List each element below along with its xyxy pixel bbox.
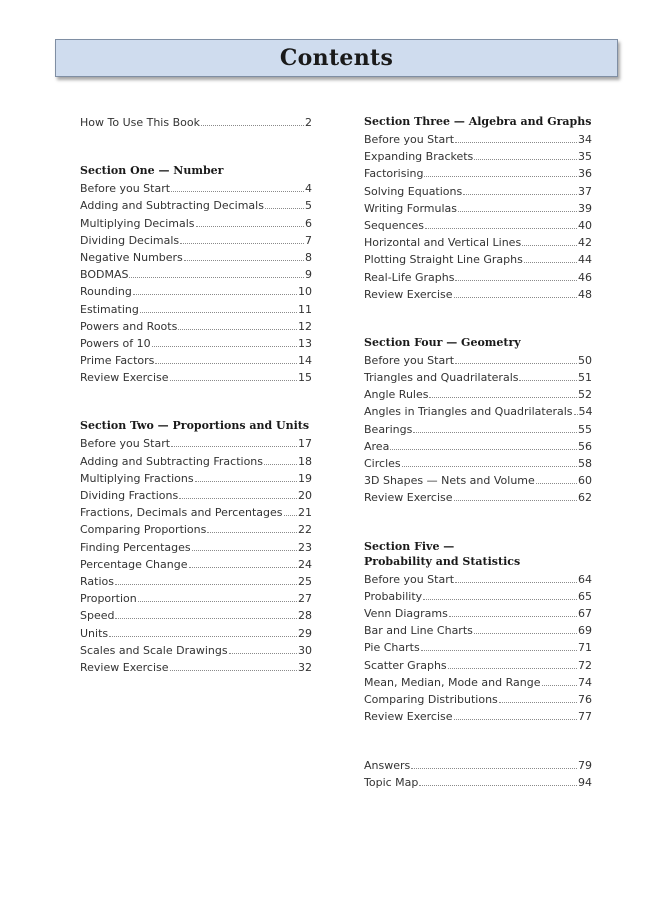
dot-leader bbox=[284, 514, 297, 516]
toc-entry-comparing-proportions[interactable] bbox=[80, 521, 312, 538]
toc-entry-label: Dividing Fractions bbox=[80, 489, 179, 502]
toc-entry-page-number: 4 bbox=[305, 182, 312, 196]
toc-entry-units[interactable] bbox=[80, 625, 312, 642]
dot-leader bbox=[429, 396, 577, 398]
toc-entry-label: Angle Rules bbox=[364, 388, 429, 402]
toc-entry-page-number: 42 bbox=[578, 236, 592, 250]
toc-entry-page-number: 30 bbox=[298, 643, 312, 657]
dot-leader bbox=[458, 210, 577, 212]
page-title: Contents bbox=[279, 45, 394, 71]
toc-entry-how-to-use-this-book[interactable] bbox=[80, 114, 312, 131]
dot-leader bbox=[423, 598, 577, 600]
toc-entry-label: Rounding bbox=[80, 285, 132, 299]
dot-leader bbox=[196, 225, 304, 227]
toc-entry-page-number: 48 bbox=[578, 287, 592, 301]
dot-leader bbox=[195, 480, 297, 482]
toc-entry-page-number: 34 bbox=[578, 133, 592, 146]
dot-leader bbox=[519, 379, 577, 381]
toc-entry-page-number: 21 bbox=[298, 506, 312, 520]
dot-leader bbox=[448, 667, 577, 669]
section-heading: Section Three — Algebra and Graphs bbox=[364, 115, 592, 128]
toc-entry-label: Pie Charts bbox=[364, 641, 420, 655]
dot-leader bbox=[421, 649, 577, 651]
toc-entry-label: Before you Start bbox=[80, 182, 171, 196]
toc-entry-label: Powers of 10 bbox=[80, 336, 151, 350]
dot-leader bbox=[522, 244, 577, 246]
toc-entry-page-number: 12 bbox=[298, 319, 312, 333]
toc-entry-powers-and-roots[interactable] bbox=[80, 318, 312, 335]
toc-entry-label: Circles bbox=[364, 457, 401, 470]
dot-leader bbox=[170, 379, 297, 381]
toc-entry-label: Bearings bbox=[364, 422, 413, 436]
dot-leader bbox=[455, 279, 577, 281]
toc-entry-page-number: 20 bbox=[298, 489, 312, 502]
toc-entry-estimating[interactable] bbox=[80, 301, 312, 318]
toc-entry-page-number: 11 bbox=[298, 302, 312, 316]
dot-leader bbox=[454, 718, 577, 720]
toc-entry-label: Triangles and Quadrilaterals bbox=[364, 371, 519, 385]
toc-entry-label: How To Use This Book bbox=[80, 116, 200, 129]
toc-entry-page-number: 44 bbox=[578, 253, 592, 267]
toc-entry-page-number: 56 bbox=[578, 439, 592, 453]
toc-entry-answers[interactable] bbox=[364, 757, 592, 774]
toc-entry-rounding[interactable] bbox=[80, 283, 312, 300]
toc-entry-prime-factors[interactable] bbox=[80, 352, 312, 369]
dot-leader bbox=[138, 600, 297, 602]
toc-entry-negative-numbers[interactable] bbox=[80, 249, 312, 266]
toc-entry-label: Venn Diagrams bbox=[364, 606, 448, 620]
dot-leader bbox=[192, 549, 297, 551]
toc-entry-label: Real-Life Graphs bbox=[364, 270, 455, 284]
toc-entry-label: Units bbox=[80, 626, 109, 640]
toc-entry-label: Topic Map bbox=[364, 776, 419, 790]
dot-leader bbox=[454, 499, 577, 501]
toc-entry-expanding-brackets[interactable] bbox=[364, 148, 592, 165]
toc-entry-label: Ratios bbox=[80, 574, 114, 588]
dot-leader bbox=[454, 296, 577, 298]
toc-entry-label: Percentage Change bbox=[80, 557, 188, 571]
dot-leader bbox=[542, 684, 578, 686]
toc-entry-page-number: 24 bbox=[298, 557, 312, 571]
toc-entry-page-number: 50 bbox=[578, 353, 592, 367]
toc-entry-page-number: 46 bbox=[578, 270, 592, 284]
toc-entry-label: Proportion bbox=[80, 592, 137, 606]
toc-entry-page-number: 64 bbox=[578, 572, 592, 586]
toc-entry-page-number: 19 bbox=[298, 471, 312, 485]
toc-section-block bbox=[364, 539, 592, 726]
dot-leader bbox=[455, 581, 577, 583]
dot-leader bbox=[171, 190, 304, 192]
dot-leader bbox=[463, 193, 577, 195]
section-heading: Section Five — Probability and Statistics bbox=[364, 539, 521, 568]
toc-entry-label: Expanding Brackets bbox=[364, 150, 474, 164]
toc-entry-label: Bar and Line Charts bbox=[364, 624, 473, 638]
dot-leader bbox=[413, 431, 577, 433]
toc-entry-label: Factorising bbox=[364, 167, 424, 181]
toc-entry-page-number: 9 bbox=[305, 268, 312, 282]
toc-entry-adding-and-subtracting-fractions[interactable] bbox=[80, 453, 312, 470]
toc-entry-label: Mean, Median, Mode and Range bbox=[364, 675, 541, 689]
toc-entry-label: Before you Start bbox=[80, 437, 171, 451]
toc-entry-sequences[interactable] bbox=[364, 217, 592, 234]
toc-entry-page-number: 7 bbox=[305, 233, 312, 247]
toc-entry-page-number: 22 bbox=[298, 523, 312, 537]
toc-entry-label: Fractions, Decimals and Percentages bbox=[80, 506, 283, 520]
toc-entry-label: Solving Equations bbox=[364, 184, 463, 198]
toc-entry-area[interactable] bbox=[364, 438, 592, 455]
toc-entry-page-number: 52 bbox=[578, 388, 592, 402]
toc-section-block bbox=[364, 114, 592, 303]
toc-entry-page-number: 27 bbox=[298, 592, 312, 606]
toc-entry-label: Review Exercise bbox=[80, 371, 169, 385]
toc-entry-real-life-graphs[interactable] bbox=[364, 269, 592, 286]
toc-entry-dividing-decimals[interactable] bbox=[80, 232, 312, 249]
toc-entry-page-number: 6 bbox=[305, 216, 312, 230]
dot-leader bbox=[115, 617, 297, 619]
toc-entry-label: Writing Formulas bbox=[364, 201, 457, 215]
toc-entry-review-exercise[interactable] bbox=[80, 659, 312, 676]
toc-entry-multiplying-decimals[interactable] bbox=[80, 215, 312, 232]
toc-entry-angle-rules[interactable] bbox=[364, 386, 592, 403]
toc-entry-label: Horizontal and Vertical Lines bbox=[364, 236, 522, 250]
toc-entry-label: Answers bbox=[364, 759, 411, 773]
toc-entry-comparing-distributions[interactable] bbox=[364, 691, 592, 708]
toc-entry-page-number: 29 bbox=[298, 626, 312, 640]
dot-leader bbox=[189, 566, 298, 568]
toc-entry-bearings[interactable] bbox=[364, 421, 592, 438]
toc-entry-finding-percentages[interactable] bbox=[80, 539, 312, 556]
toc-entry-label: Review Exercise bbox=[364, 287, 453, 301]
toc-entry-page-number: 28 bbox=[298, 609, 312, 623]
dot-leader bbox=[499, 701, 577, 703]
dot-leader bbox=[129, 276, 304, 278]
toc-entry-page-number: 25 bbox=[298, 574, 312, 588]
toc-entry-label: Powers and Roots bbox=[80, 319, 178, 333]
contents-title-bar bbox=[55, 39, 618, 77]
toc-entry-fractions-decimals-and-percentages[interactable] bbox=[80, 504, 312, 521]
toc-entry-before-you-start[interactable] bbox=[80, 435, 312, 452]
dot-leader bbox=[140, 311, 297, 313]
toc-entry-page-number: 62 bbox=[578, 491, 592, 505]
toc-entry-page-number: 37 bbox=[578, 184, 592, 198]
toc-entry-page-number: 58 bbox=[578, 457, 592, 470]
toc-entry-plotting-straight-line-graphs[interactable] bbox=[364, 251, 592, 268]
dot-leader bbox=[449, 615, 577, 617]
toc-entry-page-number: 67 bbox=[578, 606, 592, 620]
dot-leader bbox=[178, 328, 297, 330]
toc-entry-page-number: 71 bbox=[578, 641, 592, 655]
toc-section-block bbox=[364, 757, 592, 791]
toc-entry-page-number: 8 bbox=[305, 250, 312, 264]
dot-leader bbox=[152, 345, 297, 347]
toc-entry-label: Finding Percentages bbox=[80, 540, 191, 554]
toc-entry-label: Before you Start bbox=[364, 572, 455, 586]
toc-entry-label: Review Exercise bbox=[364, 710, 453, 724]
toc-section-block bbox=[80, 418, 312, 676]
toc-entry-circles[interactable] bbox=[364, 455, 592, 472]
toc-entry-label: Comparing Distributions bbox=[364, 692, 498, 706]
toc-entry-page-number: 32 bbox=[298, 660, 312, 674]
toc-entry-label: Speed bbox=[80, 609, 115, 623]
toc-entry-page-number: 72 bbox=[578, 658, 592, 672]
toc-entry-page-number: 55 bbox=[578, 422, 592, 436]
section-heading: Section Four — Geometry bbox=[364, 335, 521, 349]
toc-entry-page-number: 94 bbox=[578, 776, 592, 790]
toc-entry-topic-map[interactable] bbox=[364, 774, 592, 791]
dot-leader bbox=[402, 465, 577, 467]
toc-entry-page-number: 51 bbox=[578, 371, 592, 385]
dot-leader bbox=[455, 141, 577, 143]
toc-entry-label: Sequences bbox=[364, 218, 424, 232]
toc-entry-page-number: 77 bbox=[578, 710, 592, 724]
dot-leader bbox=[201, 124, 304, 126]
toc-entry-page-number: 18 bbox=[298, 454, 312, 468]
dot-leader bbox=[474, 158, 577, 160]
toc-entry-label: Scatter Graphs bbox=[364, 658, 447, 672]
toc-entry-powers-of-10[interactable] bbox=[80, 335, 312, 352]
toc-entry-page-number: 69 bbox=[578, 624, 592, 638]
dot-leader bbox=[474, 632, 577, 634]
toc-entry-factorising[interactable] bbox=[364, 165, 592, 182]
dot-leader bbox=[419, 784, 577, 786]
toc-entry-dividing-fractions[interactable] bbox=[80, 487, 312, 504]
toc-entry-before-you-start[interactable] bbox=[364, 131, 592, 148]
dot-leader bbox=[524, 261, 577, 263]
toc-entry-label: Angles in Triangles and Quadrilaterals bbox=[364, 405, 573, 419]
contents-left-column bbox=[80, 114, 312, 708]
dot-leader bbox=[179, 497, 297, 499]
toc-entry-bodmas[interactable] bbox=[80, 266, 312, 283]
toc-entry-label: Prime Factors bbox=[80, 354, 155, 368]
toc-entry-pie-charts[interactable] bbox=[364, 639, 592, 656]
dot-leader bbox=[180, 242, 304, 244]
dot-leader bbox=[411, 767, 577, 769]
toc-entry-mean-median-mode-and-range[interactable] bbox=[364, 674, 592, 691]
dot-leader bbox=[207, 531, 297, 533]
dot-leader bbox=[229, 652, 297, 654]
dot-leader bbox=[264, 463, 297, 465]
toc-entry-label: Area bbox=[364, 439, 390, 453]
contents-right-column bbox=[364, 114, 592, 824]
toc-entry-writing-formulas[interactable] bbox=[364, 200, 592, 217]
toc-entry-review-exercise[interactable] bbox=[364, 708, 592, 725]
toc-entry-label: 3D Shapes — Nets and Volume bbox=[364, 474, 535, 488]
toc-entry-scatter-graphs[interactable] bbox=[364, 657, 592, 674]
toc-entry-label: Adding and Subtracting Fractions bbox=[80, 454, 264, 468]
dot-leader bbox=[171, 445, 297, 447]
toc-entry-page-number: 10 bbox=[298, 285, 312, 299]
toc-entry-before-you-start[interactable] bbox=[364, 352, 592, 369]
toc-entry-page-number: 79 bbox=[578, 759, 592, 773]
toc-entry-page-number: 36 bbox=[578, 167, 592, 181]
toc-entry-page-number: 74 bbox=[578, 675, 592, 689]
dot-leader bbox=[265, 207, 304, 209]
toc-entry-label: Plotting Straight Line Graphs bbox=[364, 253, 523, 267]
toc-entry-label: BODMAS bbox=[80, 268, 129, 282]
dot-leader bbox=[425, 227, 577, 229]
toc-entry-speed[interactable] bbox=[80, 607, 312, 624]
toc-entry-label: Multiplying Fractions bbox=[80, 471, 194, 485]
toc-entry-page-number: 15 bbox=[298, 371, 312, 385]
dot-leader bbox=[184, 259, 304, 261]
toc-entry-scales-and-scale-drawings[interactable] bbox=[80, 642, 312, 659]
toc-entry-page-number: 17 bbox=[298, 437, 312, 451]
toc-entry-bar-and-line-charts[interactable] bbox=[364, 622, 592, 639]
toc-entry-solving-equations[interactable] bbox=[364, 183, 592, 200]
section-heading: Section One — Number bbox=[80, 164, 224, 178]
toc-entry-label: Multiplying Decimals bbox=[80, 216, 195, 230]
toc-entry-page-number: 54 bbox=[578, 405, 593, 419]
toc-entry-page-number: 14 bbox=[298, 354, 312, 368]
toc-entry-label: Probability bbox=[364, 589, 423, 603]
toc-entry-percentage-change[interactable] bbox=[80, 556, 312, 573]
toc-entry-review-exercise[interactable] bbox=[364, 489, 592, 506]
dot-leader bbox=[536, 482, 577, 484]
toc-entry-review-exercise[interactable] bbox=[80, 369, 312, 386]
toc-entry-label: Review Exercise bbox=[364, 491, 453, 505]
toc-entry-page-number: 76 bbox=[578, 692, 592, 706]
dot-leader bbox=[574, 413, 578, 415]
toc-entry-page-number: 65 bbox=[578, 589, 592, 603]
toc-entry-before-you-start[interactable] bbox=[364, 571, 592, 588]
dot-leader bbox=[155, 362, 297, 364]
toc-entry-label: Adding and Subtracting Decimals bbox=[80, 199, 264, 213]
dot-leader bbox=[455, 362, 577, 364]
toc-entry-label: Review Exercise bbox=[80, 660, 169, 674]
toc-entry-page-number: 2 bbox=[305, 116, 312, 129]
toc-entry-page-number: 60 bbox=[578, 474, 592, 488]
dot-leader bbox=[424, 175, 577, 177]
toc-entry-probability[interactable] bbox=[364, 588, 592, 605]
toc-entry-label: Negative Numbers bbox=[80, 250, 183, 264]
toc-entry-angles-in-triangles-and-quadrilaterals[interactable] bbox=[364, 403, 592, 420]
toc-entry-label: Before you Start bbox=[364, 133, 455, 146]
toc-entry-horizontal-and-vertical-lines[interactable] bbox=[364, 234, 592, 251]
toc-entry-page-number: 13 bbox=[298, 336, 312, 350]
dot-leader bbox=[170, 669, 297, 671]
toc-entry-page-number: 35 bbox=[578, 150, 592, 164]
section-heading: Section Two — Proportions and Units bbox=[80, 419, 310, 433]
dot-leader bbox=[109, 635, 297, 637]
toc-entry-adding-and-subtracting-decimals[interactable] bbox=[80, 197, 312, 214]
toc-entry-label: Before you Start bbox=[364, 353, 455, 367]
toc-entry-proportion[interactable] bbox=[80, 590, 312, 607]
toc-entry-review-exercise[interactable] bbox=[364, 286, 592, 303]
toc-entry-before-you-start[interactable] bbox=[80, 180, 312, 197]
toc-entry-ratios[interactable] bbox=[80, 573, 312, 590]
toc-entry-label: Scales and Scale Drawings bbox=[80, 643, 228, 657]
toc-entry-3d-shapes-nets-and-volume[interactable] bbox=[364, 472, 592, 489]
dot-leader bbox=[115, 583, 297, 585]
dot-leader bbox=[390, 448, 577, 450]
dot-leader bbox=[133, 293, 297, 295]
toc-entry-label: Dividing Decimals bbox=[80, 233, 180, 247]
toc-entry-triangles-and-quadrilaterals[interactable] bbox=[364, 369, 592, 386]
toc-entry-page-number: 5 bbox=[305, 199, 312, 213]
toc-entry-venn-diagrams[interactable] bbox=[364, 605, 592, 622]
toc-entry-page-number: 40 bbox=[578, 218, 592, 232]
toc-entry-label: Comparing Proportions bbox=[80, 523, 207, 537]
toc-section-block bbox=[364, 335, 592, 507]
toc-section-block bbox=[80, 163, 312, 386]
toc-entry-multiplying-fractions[interactable] bbox=[80, 470, 312, 487]
toc-section-block bbox=[80, 114, 312, 131]
toc-entry-label: Estimating bbox=[80, 302, 139, 316]
toc-entry-page-number: 23 bbox=[298, 540, 312, 554]
toc-entry-page-number: 39 bbox=[578, 201, 592, 215]
